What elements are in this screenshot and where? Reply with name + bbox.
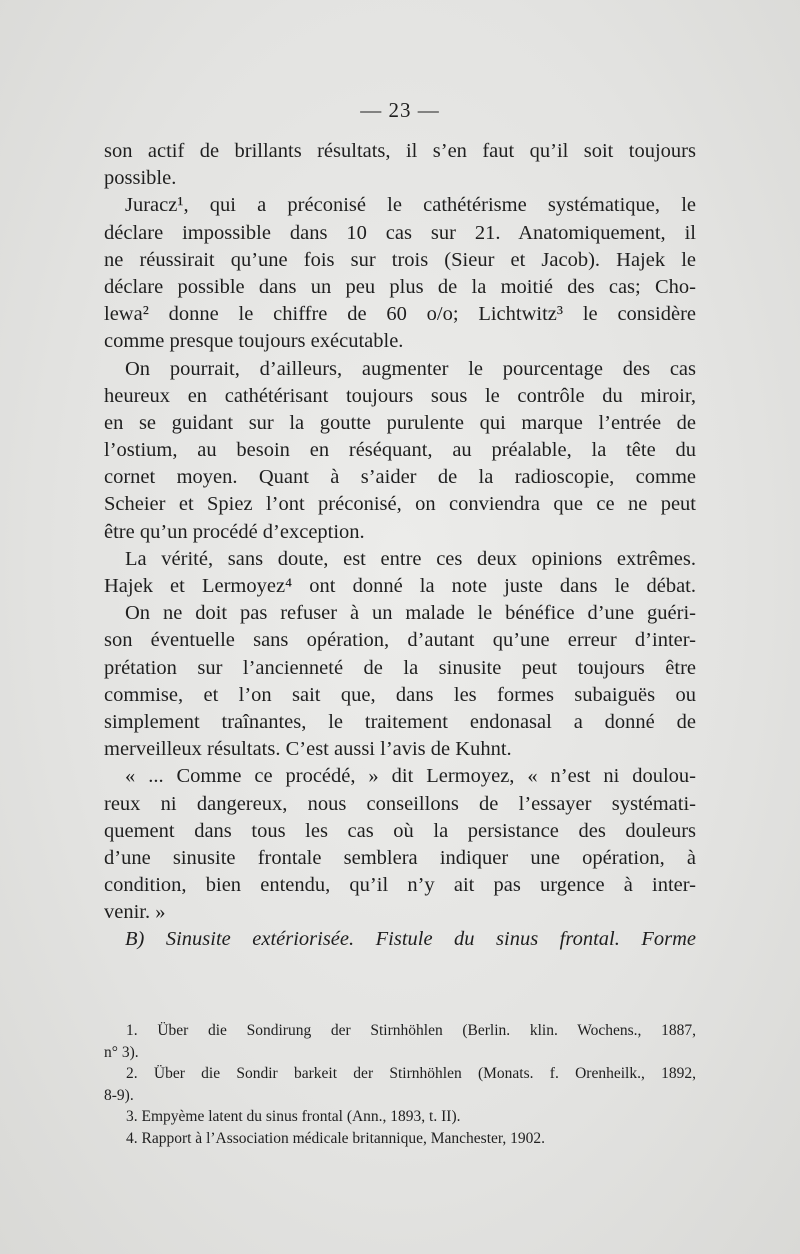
footnote: 4. Rapport à l’Association médicale britannique, Manchester, 1902. [126,1129,546,1147]
text-line: être qu’un procédé d’exception. [104,520,365,543]
text-line: comme presque toujours exécutable. [104,330,404,353]
text-line: d’une sinusite frontale semblera indiquer une opération, à [104,846,696,869]
text-line: Juracz¹, qui a préconisé le cathétérisme systématique, le [125,194,696,217]
footnote: 8-9). [104,1086,134,1104]
text-line: déclare possible dans un peu plus de la moitié des cas; Cho- [104,275,696,298]
text-line: possible. [104,167,177,190]
footnote: 2. Über die Sondir barkeit der Stirnhöhlen (Monats. f. Orenheilk., 1892, [126,1065,696,1082]
footnotes [104,1020,696,1149]
text-line: « ... Comme ce procédé, » dit Lermoyez, « n’est ni doulou- [125,765,696,788]
text-line: ne réussirait qu’une fois sur trois (Sieur et Jacob). Hajek le [104,248,696,271]
text-line: cornet moyen. Quant à s’aider de la radioscopie, comme [104,466,696,489]
text-line: quement dans tous les cas où la persistance des douleurs [104,819,696,842]
page-number: — 23 — [360,98,440,122]
text-line: merveilleux résultats. C’est aussi l’avis de Kuhnt. [104,738,512,761]
footnote: n° 3). [104,1043,139,1061]
text-line: son éventuelle sans opération, d’autant qu’une erreur d’inter- [104,629,696,652]
text-line: déclare impossible dans 10 cas sur 21. Anatomiquement, il [104,221,696,244]
section-heading: B) Sinusite extériorisée. Fistule du sinus frontal. Forme [125,928,696,951]
text-line: heureux en cathétérisant toujours sous le contrôle du miroir, [104,384,696,407]
text-line: On ne doit pas refuser à un malade le bénéfice d’une guéri- [125,602,696,625]
footnote: 3. Empyème latent du sinus frontal (Ann., 1893, t. II). [126,1108,461,1125]
text-line: Hajek et Lermoyez⁴ ont donné la note juste dans le débat. [104,575,696,597]
text-line: lewa² donne le chiffre de 60 o/o; Lichtwitz³ le considère [104,303,696,326]
text-line: simplement traînantes, le traitement endonasal a donné de [104,710,696,733]
text-line: Scheier et Spiez l’ont préconisé, on conviendra que ce ne peut [104,493,696,516]
text-line: venir. » [104,901,166,924]
text-line: condition, bien entendu, qu’il n’y ait pas urgence à inter- [104,874,696,897]
text-line: commise, et l’on sait que, dans les formes subaiguës ou [104,683,696,706]
body-text [104,138,696,954]
text-line: On pourrait, d’ailleurs, augmenter le pourcentage des cas [125,357,696,380]
text-line: prétation sur l’ancienneté de la sinusite peut toujours être [104,656,696,679]
text-line: La vérité, sans doute, est entre ces deux opinions extrêmes. [125,547,696,570]
text-line: reux ni dangereux, nous conseillons de l’essayer systémati- [104,792,696,815]
text-line: son actif de brillants résultats, il s’en faut qu’il soit toujours [104,140,696,162]
footnote: 1. Über die Sondirung der Stirnhöhlen (Berlin. klin. Wochens., 1887, [126,1022,696,1039]
text-line: l’ostium, au besoin en réséquant, au préalable, la tête du [104,439,696,462]
text-line: en se guidant sur la goutte purulente qui marque l’entrée de [104,411,696,434]
